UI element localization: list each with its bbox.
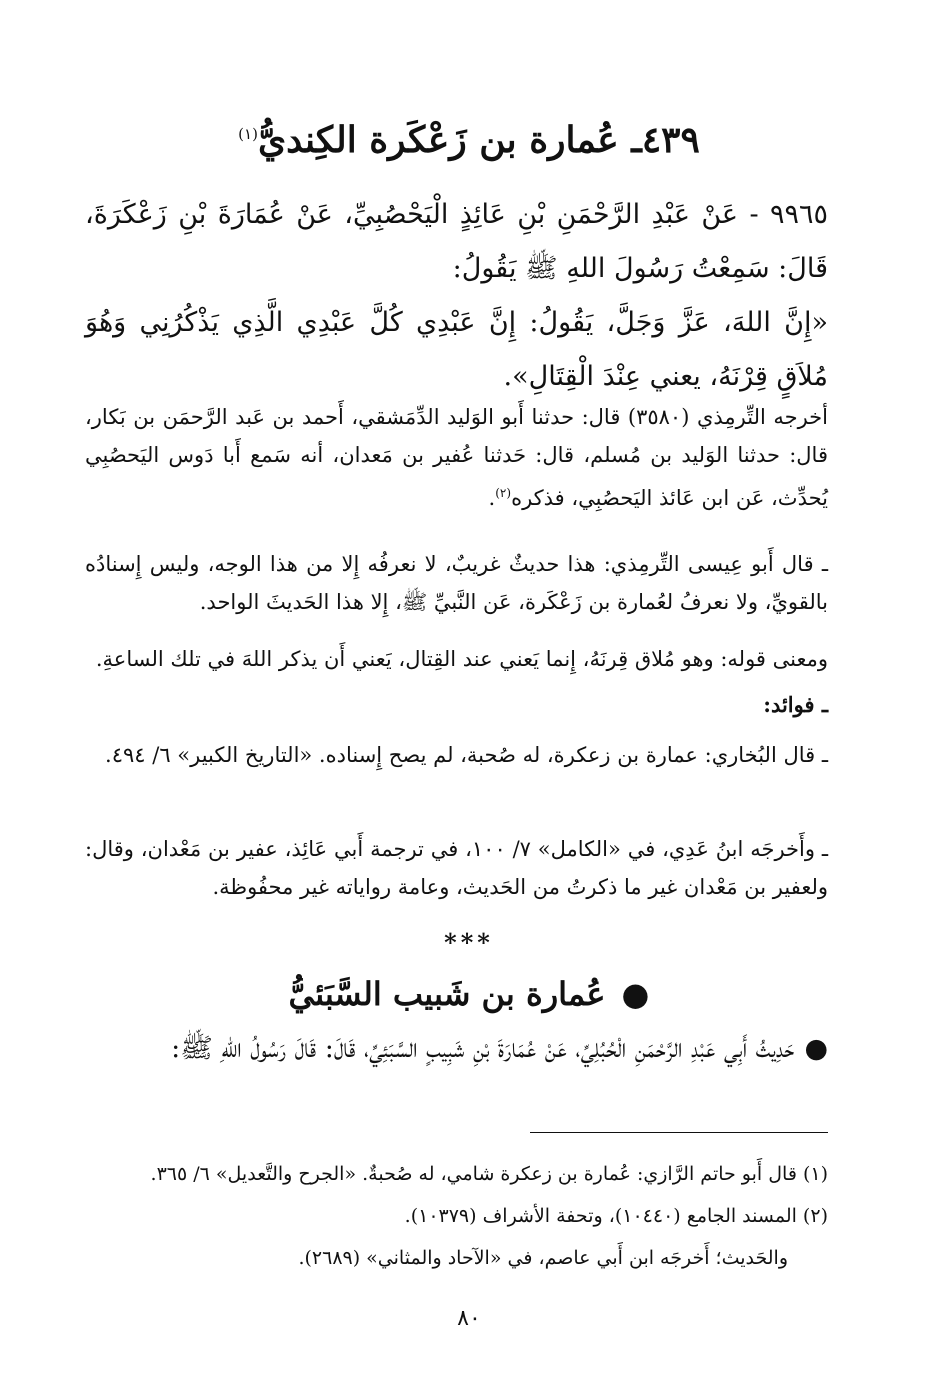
takhrij-paragraph xyxy=(85,398,828,517)
fawaid-label: ـ فوائد: xyxy=(763,692,828,717)
hadith-isnad: عَنْ عَبْدِ الرَّحْمَنِ بْنِ عَائِذٍ الْيَحْصُبِيِّ، عَنْ عُمَارَةَ بْنِ زَعْكَرَةَ، قَالَ: سَمِعْتُ رَسُولَ اللهِ ﷺ يَقُولُ: xyxy=(85,199,828,284)
entry-title: عُمارة بن زَعْكَرة الكِنديُّ xyxy=(257,119,619,161)
entry-number: ٤٣٩ـ xyxy=(631,119,700,161)
footnote-divider xyxy=(530,1132,828,1133)
section-heading xyxy=(0,970,938,1018)
page-number: ٨٠ xyxy=(457,1306,481,1331)
bukhari-note: ـ قال البُخاري: عمارة بن زعكرة، له صُحبة، لم يصح إِسناده. «التاريخ الكبير» ٦/ ٤٩٤. xyxy=(105,743,828,767)
bullet-icon: ● xyxy=(804,1033,828,1064)
hadith2-intro xyxy=(85,1022,828,1076)
takhrij-text: أخرجه التِّرمِذي (٣٥٨٠) قال: حدثنا أَبو الوَليد الدِّمَشقي، أَحمد بن عَبد الرَّحمَن بن بَكار، قال: حدثنا الوَليد بن مُسلم، قال: حَدثنا عُفير بن مَعدان، أنه سَمع أَبا دَوس اليَحصُبِي يُحدِّث، عَن ابن عَائذ اليَحصُبِي، فذكره xyxy=(85,405,828,510)
hadith-number: ٩٩٦٥ - xyxy=(738,199,829,230)
footnote-2-continued: والحَديث؛ أَخرجَه ابن أَبي عاصم، في «الآحاد والمثاني» (٢٦٨٩). xyxy=(298,1247,788,1269)
hadith-text: «إِنَّ اللهَ، عَزَّ وَجَلَّ، يَقُولُ: إِنَّ عَبْدِي كُلَّ عَبْدِي الَّذِي يَذْكُرُنِي وَهُوَ مُلاَقٍ قِرْنَهُ، يعني عِنْدَ الْقِتَالِ». xyxy=(85,307,828,392)
footnote-ref-2: (٢) xyxy=(495,486,512,500)
hadith-intro xyxy=(85,188,828,296)
hadith2-text: حَدِيثُ أَبِي عَبْدِ الرَّحْمَنِ الْحُبُلِيِّ، عَنْ عُمَارَةَ بْنِ شَبِيبٍ السَّبَئِيِّ، قَالَ: قَالَ رَسُولُ اللهِ ﷺ: xyxy=(171,1033,795,1064)
entry-heading xyxy=(0,110,938,164)
bullet-icon: ● xyxy=(621,975,650,1013)
takhrij-end: . xyxy=(488,486,496,510)
footnote-2: (٢) المسند الجامع (١٠٤٤٠)، وتحفة الأشراف (١٠٣٧٩). xyxy=(404,1205,828,1227)
section-separator: *** xyxy=(444,928,494,957)
meaning-paragraph: ومعنى قوله: وهو مُلاق قِرنَهُ، إِنما يَعني عند القِتال، يَعني أَن يذكر اللهَ في تلك الساعةِ. xyxy=(95,647,828,671)
footnote-ref-1: (١) xyxy=(238,125,258,143)
ibn-adi-note: ـ وأَخرجَه ابنُ عَدِي، في «الكامل» ٧/ ١٠٠، في ترجمة أَبي عَائِذ، عفير بن مَعْدان، وقال: ولعفير بن مَعْدان غير ما ذكرتُ من الحَديث، وعامة رواياته غير محفُوظة. xyxy=(85,837,828,899)
footnote-1: (١) قال أَبو حاتم الرَّازي: عُمارة بن زعكرة شامي، له صُحبةٌ. «الجرح والتَّعديل» ٦/ ٣٦٥. xyxy=(150,1163,828,1185)
section-title: عُمارة بن شَبيب السَّبَئيُّ xyxy=(288,975,606,1013)
tirmidhi-note: ـ قال أَبو عِيسى التِّرمِذي: هذا حديثٌ غريبٌ، لا نعرفُه إِلا من هذا الوجه، وليس إِسنادُه بالقويِّ، ولا نعرفُ لعُمارة بن زَعْكَرة، عَن النَّبيِّ ﷺ، إِلا هذا الحَديثَ الواحد. xyxy=(85,552,828,614)
